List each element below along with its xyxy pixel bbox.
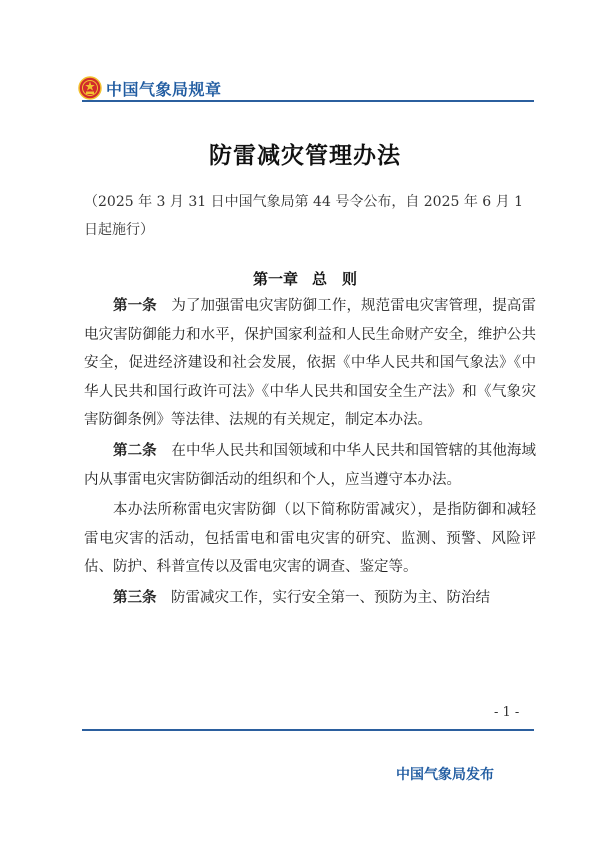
article-paragraph — [84, 292, 536, 435]
document-body — [84, 292, 536, 615]
article-paragraph — [84, 437, 536, 494]
page-header — [78, 74, 538, 102]
document-title: 防雷减灾管理办法 — [209, 142, 401, 169]
article-text: 为了加强雷电灾害防御工作，规范雷电灾害管理，提高雷电灾害防御能力和水平，保护国家利益和人民生命财产安全，维护公共安全，促进经济建设和社会发展，依据《中华人民共和国气象法》《中华人民共和国行政许可法》《中华人民共和国安全生产法》和《气象灾害防御条例》等法律、法规的有关规定，制定本办法。 — [84, 298, 537, 429]
promulgation-note: （2025 年 3 月 31 日中国气象局第 44 号令公布，自 2025 年 6 月 1 日起施行） — [84, 194, 524, 238]
article-text: 本办法所称雷电灾害防御（以下简称防雷减灾），是指防御和减轻雷电灾害的活动，包括雷电和雷电灾害的研究、监测、预警、风险评估、防护、科普宣传以及雷电灾害的调查、鉴定等。 — [84, 502, 536, 576]
article-label: 第三条 — [113, 589, 157, 606]
chapter-heading — [0, 268, 610, 289]
article-paragraph — [84, 584, 536, 613]
chapter-number: 第一章 — [252, 270, 298, 288]
footer-divider — [82, 729, 534, 731]
article-label: 第一条 — [113, 298, 157, 314]
header-divider — [82, 100, 534, 102]
article-label: 第二条 — [113, 442, 157, 459]
page-number: - 1 - — [494, 705, 520, 720]
publisher-label: 中国气象局发布 — [396, 767, 494, 783]
header-title: 中国气象局规章 — [106, 79, 222, 99]
chapter-name: 总 则 — [312, 270, 358, 288]
article-text: 防雷减灾工作，实行安全第一、预防为主、防治结 — [171, 589, 490, 606]
national-emblem-icon — [78, 76, 102, 100]
article-text: 在中华人民共和国领域和中华人民共和国管辖的其他海域内从事雷电灾害防御活动的组织和个人，应当遵守本办法。 — [84, 442, 537, 488]
article-paragraph — [84, 496, 536, 582]
